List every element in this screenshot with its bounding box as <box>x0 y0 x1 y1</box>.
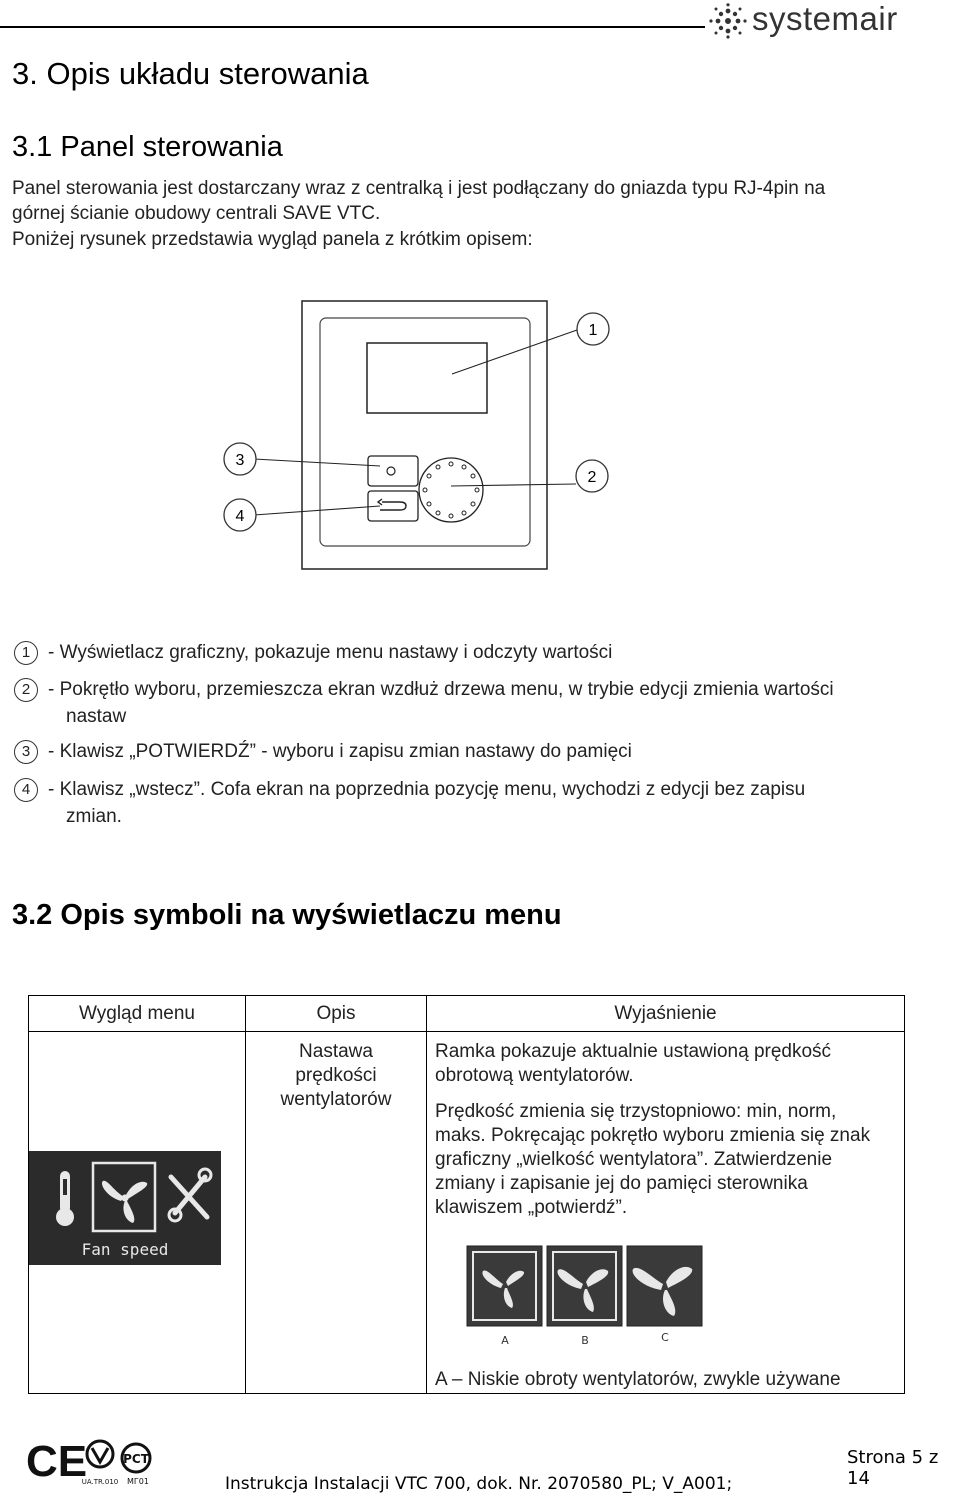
ua-mark-text: UA.TR.010 <box>81 1478 119 1486</box>
explanation-paragraph-1: Ramka pokazuje aktualnie ustawioną prędkość obrotową wentylatorów. <box>435 1041 832 1086</box>
subsection-title: 3.1 Panel sterowania <box>12 131 283 163</box>
callout-3-label: 3 <box>235 452 245 469</box>
symbols-table <box>28 995 905 1394</box>
callout-2-label: 2 <box>587 469 597 486</box>
explanation-cell <box>427 1032 905 1394</box>
legend-number: 3 <box>14 740 38 764</box>
description-line: prędkości <box>295 1065 377 1086</box>
page-number: Strona 5 z 14 <box>847 1447 939 1489</box>
legend-number: 2 <box>14 678 38 702</box>
header-appearance: Wygląd menu <box>29 996 246 1032</box>
legend-text: - Klawisz „POTWIERDŹ” - wyboru i zapisu zmian nastawy do pamięci <box>48 741 632 762</box>
back-arrow-icon <box>380 502 406 510</box>
legend-item-2-continued: nastaw <box>66 706 127 727</box>
panel-inner-frame <box>320 318 530 546</box>
fan-speed-a-icon <box>467 1246 542 1326</box>
document-reference: Instrukcja Instalacji VTC 700, dok. Nr. 2070580_PL; V_A001; <box>225 1474 733 1494</box>
fan-icon <box>102 1181 147 1223</box>
selection-knob <box>419 458 483 522</box>
fan-speed-icons <box>465 1244 705 1356</box>
confirm-key-icon <box>387 467 395 475</box>
legend-text: - Wyświetlacz graficzny, pokazuje menu nastawy i odczyty wartości <box>48 642 613 663</box>
legend-item-2 <box>14 678 834 702</box>
table-header-row <box>29 996 905 1032</box>
intro-line-1: Panel sterowania jest dostarczany wraz z centralką i jest podłączany do gniazda typu RJ-4pin na <box>12 178 826 199</box>
screen-caption: Fan speed <box>81 1240 169 1259</box>
table-row <box>29 1032 905 1394</box>
pct-mark-icon <box>122 1444 150 1486</box>
panel-outer-frame <box>302 301 547 569</box>
legend-text: - Klawisz „wstecz”. Cofa ekran na poprzednia pozycję menu, wychodzi z edycji bez zapisu <box>48 779 806 800</box>
legend-text: - Pokrętło wyboru, przemieszcza ekran wzdłuż drzewa menu, w trybie edycji zmienia wartości <box>48 679 834 700</box>
intro-line-2: górnej ścianie obudowy centrali SAVE VTC. <box>12 203 381 224</box>
callout-1-label: 1 <box>588 322 598 339</box>
display-screen <box>367 343 487 413</box>
intro-line-3: Poniżej rysunek przedstawia wygląd panela z krótkim opisem: <box>12 229 533 250</box>
legend-item-4 <box>14 778 805 802</box>
callout-4-label: 4 <box>235 508 245 525</box>
header-rule <box>0 26 705 28</box>
confirm-key <box>368 456 418 486</box>
header-explanation: Wyjaśnienie <box>427 996 905 1032</box>
menu-screen <box>29 1151 221 1265</box>
description-cell <box>246 1032 427 1394</box>
header-description: Opis <box>246 996 427 1032</box>
fan-label-c: C <box>661 1331 669 1344</box>
legend-item-4-continued: zmian. <box>66 806 122 827</box>
certification-marks <box>26 1432 156 1492</box>
legend-number: 4 <box>14 778 38 802</box>
mg-mark-text: МГ01 <box>127 1477 149 1486</box>
section-title: 3. Opis układu sterowania <box>12 56 369 91</box>
pct-mark-text: PCT <box>123 1452 149 1466</box>
ua-mark-icon <box>82 1441 119 1486</box>
legend-item-1 <box>14 641 612 665</box>
explanation-paragraph-2: Prędkość zmienia się trzystopniowo: min, norm, maks. Pokręcając pokrętło wyboru zmienia się znak graficzny „wielkość wentylatora”. Zatwierdzenie zmiany i zapisanie jej do pamięci sterownika klawiszem „potwierdź”. <box>435 1101 871 1218</box>
fan-speed-b-icon <box>547 1246 622 1326</box>
fan-label-a: A <box>501 1334 509 1347</box>
fan-speed-c-icon <box>627 1246 702 1326</box>
menu-screen-icons <box>29 1151 221 1265</box>
section-2-title: 3.2 Opis symboli na wyświetlaczu menu <box>12 899 562 931</box>
description-line: Nastawa <box>299 1041 373 1062</box>
speed-a-description: A – Niskie obroty wentylatorów, zwykle używane <box>435 1369 841 1390</box>
tools-icon <box>171 1177 207 1217</box>
legend-item-3 <box>14 740 632 764</box>
control-panel-figure <box>220 296 640 576</box>
brand-name: systemair <box>752 0 898 37</box>
systemair-logo-icon <box>708 3 748 39</box>
description-line: wentylatorów <box>280 1089 392 1110</box>
legend-number: 1 <box>14 641 38 665</box>
menu-appearance-cell <box>29 1032 246 1394</box>
thermometer-icon <box>56 1171 74 1226</box>
fan-label-b: B <box>581 1334 589 1347</box>
ce-mark: CE <box>26 1437 88 1486</box>
